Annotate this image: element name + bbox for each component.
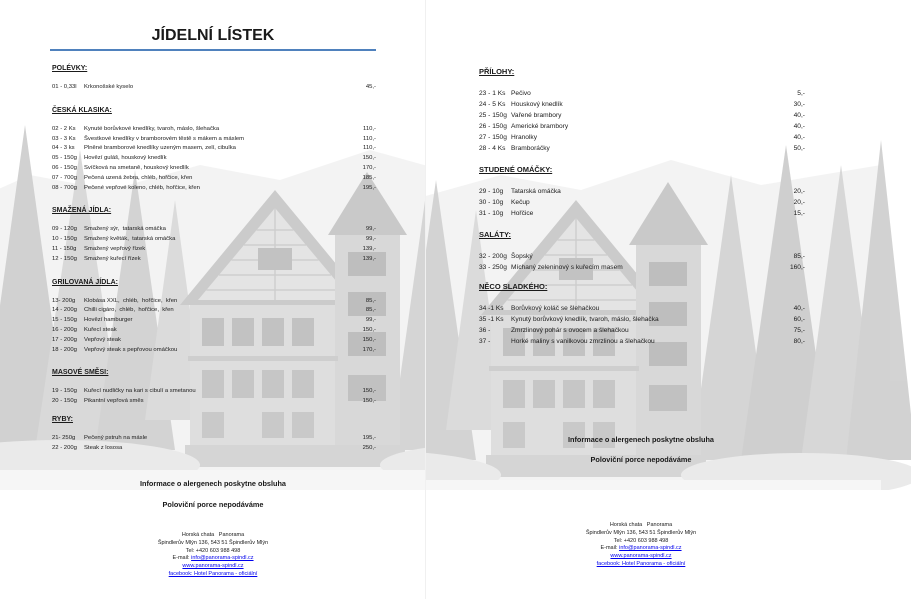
item-price: 150,- (362, 336, 376, 343)
website-link[interactable]: www.panorama-spindl.cz (182, 563, 244, 570)
page-title: JÍDELNÍ LÍSTEK (151, 27, 275, 44)
item-price: 250,- (362, 444, 376, 451)
item-name: Houskový knedlík (511, 100, 563, 108)
item-name: Hořčice (511, 209, 534, 217)
item-name: Steak z lososa (84, 444, 123, 451)
item-price: 45,- (365, 84, 376, 90)
item-code: 03 - 3 Ks (52, 135, 76, 142)
menu-item (479, 121, 805, 132)
item-name: Míchaný zeleninový s kuřecím masem (511, 263, 623, 271)
item-name: Plněné bramborové knedlíky uzeným masem, zelí, cibulka (84, 145, 236, 152)
item-name: Borůvkový koláč se šlehačkou (511, 304, 600, 312)
item-name: Smažený vepřový řízek (84, 245, 146, 252)
item-name: Horké maliny s vanilkovou zmrzlinou a šlehačkou (511, 337, 655, 345)
menu-item (52, 83, 376, 93)
item-code: 20 - 150g (52, 398, 77, 405)
item-name: Kynutý borůvkový knedlík, tvaroh, máslo, šlehačka (511, 315, 659, 323)
item-name: Smažený kuřecí řízek (84, 255, 141, 262)
item-name: Tatarská omáčka (511, 187, 561, 195)
item-price: 139,- (362, 255, 376, 262)
footer-name: Horská chata Panorama (181, 532, 245, 538)
menu-item (52, 336, 376, 346)
footer-right (541, 522, 741, 569)
section-heading: STUDENÉ OMÁČKY: (479, 165, 553, 174)
right-page-menu (479, 67, 805, 347)
menu-section (52, 106, 376, 194)
title-rule (50, 49, 376, 51)
item-code: 01 - 0,33l (52, 84, 77, 90)
item-name: Vařené brambory (511, 111, 562, 119)
item-code: 29 - 10g (479, 187, 504, 195)
item-name: Kuřecí steak (84, 326, 117, 333)
menu-section (52, 415, 376, 454)
menu-item (479, 208, 805, 219)
item-code: 36 - (479, 326, 491, 334)
item-code: 18 - 200g (52, 346, 77, 353)
item-code: 11 - 150g (52, 245, 77, 252)
menu-page-right (425, 0, 911, 599)
item-name: Kynuté borůvkové knedlíky, tvaroh, máslo, šlehačka (84, 125, 220, 132)
item-name: Zmrzlinový pohár s ovocem a šlehačkou (511, 326, 629, 334)
item-price: 40,- (793, 111, 805, 119)
item-name: Pečivo (511, 89, 531, 97)
footer-email-label: E-mail: (600, 545, 620, 552)
item-price: 110,- (363, 145, 376, 152)
item-code: 02 - 2 Ks (52, 125, 76, 132)
item-name: Kuřecí nudličky na kari s cibulí a smetanou (84, 388, 196, 395)
item-price: 15,- (793, 209, 805, 217)
item-price: 170,- (362, 164, 376, 171)
section-heading: ČESKÁ KLASIKA: (52, 106, 112, 114)
menu-item (52, 235, 376, 245)
item-price: 5,- (797, 89, 805, 97)
menu-item (52, 316, 376, 326)
footer-email-line (541, 545, 741, 553)
item-price: 150,- (362, 398, 376, 405)
menu-item (52, 326, 376, 336)
item-name: Pečené vepřové koleno, chléb, hořčice, křen (84, 184, 200, 191)
section-heading: SMAŽENÁ JÍDLA: (52, 207, 112, 215)
menu-section (479, 67, 805, 154)
menu-item (52, 125, 376, 135)
menu-item (52, 255, 376, 265)
item-code: 05 - 150g (52, 155, 77, 162)
item-code: 23 - 1 Ks (479, 89, 506, 97)
item-code: 35 -1 Ks (479, 315, 504, 323)
menu-item (479, 186, 805, 197)
section-heading: SALÁTY: (479, 230, 511, 239)
item-name: Bramboráčky (511, 144, 550, 152)
item-name: Šopský (511, 252, 533, 260)
item-code: 06 - 150g (52, 164, 77, 171)
menu-item (479, 303, 805, 314)
item-name: Krkonošské kyselo (84, 84, 134, 90)
allergen-note-right: Informace o alergenech poskytne obsluha (568, 435, 714, 444)
menu-item (52, 154, 376, 164)
item-price: 195,- (362, 434, 376, 441)
menu-item (52, 306, 376, 316)
item-price: 170,- (362, 346, 376, 353)
facebook-link[interactable]: facebook: Hotel Panorama - oficiální (168, 570, 258, 577)
menu-item (52, 297, 376, 307)
item-price: 80,- (793, 337, 805, 345)
item-price: 50,- (793, 144, 805, 152)
item-code: 16 - 200g (52, 326, 77, 333)
half-portion-note-right: Poloviční porce nepodáváme (590, 455, 692, 464)
half-portion-note-left: Poloviční porce nepodáváme (162, 500, 264, 509)
footer-phone: Tel: +420 603 988 498 (185, 547, 241, 554)
menu-item (479, 314, 805, 325)
menu-item (52, 346, 376, 356)
menu-item (52, 444, 376, 454)
menu-item (479, 336, 805, 347)
menu-page-left (0, 0, 425, 599)
item-code: 07 - 700g (52, 174, 77, 181)
section-heading: RYBY: (52, 415, 73, 423)
item-price: 99,- (365, 236, 376, 243)
item-code: 28 - 4 Ks (479, 144, 506, 152)
item-price: 110,- (363, 125, 376, 132)
item-code: 19 - 150g (52, 388, 77, 395)
section-heading: MASOVÉ SMĚSI: (52, 369, 109, 377)
item-price: 139,- (362, 245, 376, 252)
item-price: 75,- (793, 326, 805, 334)
menu-item (52, 387, 376, 397)
section-heading: NĚCO SLADKÉHO: (479, 282, 548, 291)
footer-phone: Tel: +420 603 988 498 (613, 537, 669, 544)
menu-item (479, 99, 805, 110)
footer-name: Horská chata Panorama (609, 522, 673, 528)
item-price: 150,- (362, 388, 376, 395)
item-code: 30 - 10g (479, 198, 504, 206)
menu-section (479, 230, 805, 273)
menu-section (52, 368, 376, 407)
footer-email-label: E-mail: (172, 555, 192, 562)
footer-address: Špindlerův Mlýn 136, 543 51 Špindlerův Mlýn (585, 529, 697, 536)
section-heading: PŘÍLOHY: (479, 67, 515, 76)
item-price: 40,- (793, 304, 805, 312)
item-code: 13- 200g (52, 297, 76, 304)
menu-section (479, 282, 805, 347)
item-price: 60,- (793, 315, 805, 323)
menu-item (52, 184, 376, 194)
section-heading: POLÉVKY: (52, 65, 88, 72)
menu-item (479, 132, 805, 143)
item-price: 110,- (363, 135, 376, 142)
menu-item (52, 135, 376, 145)
item-code: 08 - 700g (52, 184, 77, 191)
item-code: 09 - 120g (52, 226, 77, 233)
item-code: 34 -1 Ks (479, 304, 504, 312)
item-name: Hranolky (511, 133, 538, 141)
menu-item (479, 110, 805, 121)
menu-item (479, 197, 805, 208)
menu-item (479, 251, 805, 262)
item-code: 37 - (479, 337, 491, 345)
item-name: Kečup (511, 198, 530, 206)
email-link[interactable]: info@panorama-spindl.cz (191, 555, 254, 562)
item-name: Smažený sýr, tatarská omáčka (84, 226, 166, 233)
item-name: Svíčková na smetaně, houskový knedlík (84, 164, 189, 171)
item-code: 10 - 150g (52, 236, 77, 243)
email-link[interactable]: info@panorama-spindl.cz (619, 545, 682, 552)
item-price: 150,- (362, 155, 376, 162)
allergen-note-left: Informace o alergenech poskytne obsluha (140, 479, 286, 488)
item-name: Klobása XXL, chléb, hořčice, křen (84, 297, 178, 304)
item-price: 30,- (793, 100, 805, 108)
item-name: Pikantní vepřová směs (84, 398, 144, 405)
item-price: 85,- (365, 297, 376, 304)
item-name: Pečený pstruh na másle (84, 434, 148, 441)
item-price: 160,- (789, 263, 805, 271)
menu-item (52, 174, 376, 184)
item-price: 40,- (793, 122, 805, 130)
item-code: 21- 250g (52, 434, 76, 441)
menu-item (52, 225, 376, 235)
item-code: 12 - 150g (52, 255, 77, 262)
item-name: Smažený květák, tatarská omáčka (84, 236, 176, 243)
item-price: 20,- (793, 187, 805, 195)
left-page-menu (52, 64, 376, 454)
item-name: Hovězí guláš, houskový knedlík (84, 155, 167, 162)
item-name: Chilli cigáro, chléb, hořčice, křen (84, 307, 174, 314)
item-code: 25 - 150g (479, 111, 507, 119)
menu-section (52, 206, 376, 264)
footer-address: Špindlerův Mlýn 136, 543 51 Špindlerův Mlýn (157, 539, 269, 546)
menu-item (52, 164, 376, 174)
menu-item (52, 144, 376, 154)
footer-left (113, 532, 313, 579)
item-code: 32 - 200g (479, 252, 507, 260)
item-name: Vepřový steak s pepřovou omáčkou (84, 346, 178, 353)
item-price: 99,- (365, 226, 376, 233)
item-code: 31 - 10g (479, 209, 504, 217)
menu-section (52, 278, 376, 356)
menu-section (479, 165, 805, 219)
item-name: Pečená uzená žebra, chléb, hořčice, křen (84, 174, 193, 181)
item-code: 27 - 150g (479, 133, 507, 141)
footer-email-line (113, 555, 313, 563)
menu-item (52, 245, 376, 255)
item-code: 26 - 150g (479, 122, 507, 130)
item-price: 195,- (362, 184, 376, 191)
facebook-link[interactable]: facebook: Hotel Panorama - oficiální (596, 560, 686, 567)
menu-section (52, 64, 376, 93)
item-code: 22 - 200g (52, 444, 77, 451)
item-price: 99,- (365, 317, 376, 324)
menu-item (479, 88, 805, 99)
item-code: 17 - 200g (52, 336, 77, 343)
item-price: 40,- (793, 133, 805, 141)
item-price: 150,- (362, 326, 376, 333)
item-code: 33 - 250g (479, 263, 507, 271)
item-code: 15 - 150g (52, 317, 77, 324)
item-name: Americké brambory (511, 122, 569, 130)
item-name: Švestkové knedlíky v bramborovém těstě s mákem a máslem (84, 135, 245, 142)
menu-item (52, 434, 376, 444)
menu-item (479, 325, 805, 336)
menu-item (52, 397, 376, 407)
menu-item (479, 143, 805, 154)
section-heading: GRILOVANÁ JÍDLA: (52, 278, 118, 286)
item-name: Hovězí hamburger (84, 317, 133, 324)
item-code: 24 - 5 Ks (479, 100, 506, 108)
item-price: 20,- (793, 198, 805, 206)
item-code: 14 - 200g (52, 307, 77, 314)
item-price: 185,- (362, 174, 376, 181)
website-link[interactable]: www.panorama-spindl.cz (610, 553, 672, 560)
menu-item (479, 262, 805, 273)
item-name: Vepřový steak (84, 336, 122, 343)
item-code: 04 - 3 ks (52, 145, 75, 152)
item-price: 85,- (365, 307, 376, 314)
item-price: 85,- (793, 252, 805, 260)
